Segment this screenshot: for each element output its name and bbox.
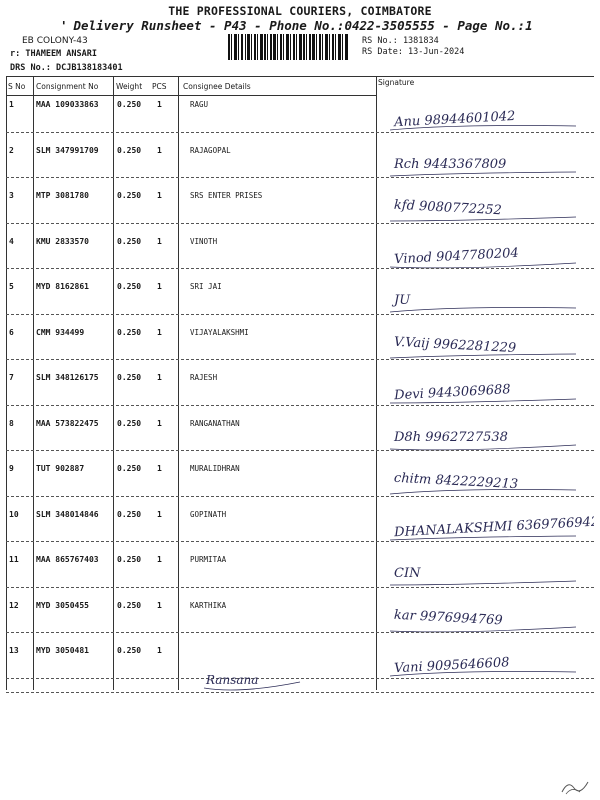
row-sno: 2 bbox=[9, 145, 14, 155]
row-separator bbox=[6, 223, 594, 224]
scribble-mark bbox=[560, 776, 590, 796]
row-pcs: 1 bbox=[157, 373, 162, 382]
row-consignee: PURMITAA bbox=[190, 555, 227, 564]
row-weight: 0.250 bbox=[117, 418, 142, 428]
row-pcs: 1 bbox=[157, 236, 162, 246]
row-weight: 0.250 bbox=[117, 464, 142, 473]
row-separator bbox=[6, 541, 594, 542]
row-consignment-no: SLM 348014846 bbox=[36, 509, 99, 519]
col-divider bbox=[113, 76, 114, 690]
signature-text: chitm 8422229213 bbox=[393, 470, 519, 493]
table-top-rule bbox=[6, 76, 594, 77]
col-header-consignee: Consignee Details bbox=[183, 82, 251, 91]
signature-text: Devi 9443069688 bbox=[393, 382, 511, 404]
row-consignment-no: MYD 8162861 bbox=[36, 282, 89, 291]
row-weight: 0.250 bbox=[117, 327, 142, 337]
col-header-sno: S No bbox=[8, 82, 26, 91]
row-pcs: 1 bbox=[157, 600, 162, 610]
row-weight: 0.250 bbox=[117, 646, 142, 655]
subtitle-text: Delivery Runsheet - P43 - Phone No.:0422-3505555 - Page No.:1 bbox=[73, 18, 533, 33]
signature-text: DHANALAKSHMI 6369766942 bbox=[393, 514, 594, 540]
row-separator bbox=[6, 632, 594, 633]
row-sno: 4 bbox=[9, 236, 14, 246]
signature-text: Vinod 9047780204 bbox=[393, 245, 520, 267]
extra-signature bbox=[200, 664, 310, 692]
row-consignment-no: KMU 2833570 bbox=[36, 236, 89, 246]
table-bottom-rule bbox=[6, 692, 594, 693]
row-sno: 5 bbox=[9, 282, 14, 291]
col-divider bbox=[33, 76, 34, 690]
extra-signature-text: Ransana bbox=[206, 673, 259, 687]
row-consignee: RAJAGOPAL bbox=[190, 145, 231, 155]
signature-text: V.Vaij 9962281229 bbox=[393, 334, 517, 356]
subtitle-mark: ' bbox=[60, 18, 68, 33]
row-pcs: 1 bbox=[157, 100, 162, 109]
row-sno: 11 bbox=[9, 555, 19, 564]
barcode bbox=[228, 34, 348, 60]
signature-text: Anu 98944601042 bbox=[393, 108, 516, 131]
row-weight: 0.250 bbox=[117, 282, 142, 291]
row-separator bbox=[6, 314, 594, 315]
row-consignment-no: MTP 3081780 bbox=[36, 191, 89, 200]
signature-text: CIN bbox=[394, 566, 421, 581]
row-consignment-no: MYD 3050481 bbox=[36, 646, 89, 655]
runsheet-title: THE PROFESSIONAL COURIERS, COIMBATORE bbox=[168, 4, 432, 18]
row-sno: 6 bbox=[9, 327, 14, 337]
row-weight: 0.250 bbox=[117, 100, 142, 109]
row-sno: 13 bbox=[9, 646, 19, 655]
row-sno: 1 bbox=[9, 100, 14, 109]
row-consignee: GOPINATH bbox=[190, 509, 227, 519]
row-weight: 0.250 bbox=[117, 555, 142, 564]
row-sno: 12 bbox=[9, 600, 19, 610]
row-consignment-no: TUT 902887 bbox=[36, 464, 85, 473]
row-sno: 3 bbox=[9, 191, 14, 200]
col-divider bbox=[178, 76, 179, 690]
row-separator bbox=[6, 359, 594, 360]
col-header-weight: Weight bbox=[116, 82, 143, 91]
row-consignee: MURALIDHRAN bbox=[190, 464, 240, 473]
row-pcs: 1 bbox=[157, 418, 162, 428]
row-weight: 0.250 bbox=[117, 509, 142, 519]
row-consignment-no: MAA 865767403 bbox=[36, 555, 99, 564]
row-consignment-no: MYD 3050455 bbox=[36, 600, 89, 610]
row-weight: 0.250 bbox=[117, 600, 142, 610]
col-divider bbox=[6, 76, 7, 690]
delivery-agent: r: THAMEEM ANSARI bbox=[10, 49, 97, 59]
col-header-signature: Signature bbox=[378, 78, 415, 87]
runsheet-subtitle bbox=[60, 18, 533, 33]
row-consignment-no: SLM 348126175 bbox=[36, 373, 99, 382]
row-weight: 0.250 bbox=[117, 191, 142, 200]
row-sno: 9 bbox=[9, 464, 14, 473]
row-consignee: SRI JAI bbox=[190, 282, 222, 291]
area-label: EB COLONY-43 bbox=[22, 36, 88, 46]
row-consignee: VIJAYALAKSHMI bbox=[190, 327, 249, 337]
row-separator bbox=[6, 132, 594, 133]
row-pcs: 1 bbox=[157, 509, 162, 519]
row-pcs: 1 bbox=[157, 327, 162, 337]
row-separator bbox=[6, 587, 594, 588]
row-weight: 0.250 bbox=[117, 236, 142, 246]
row-pcs: 1 bbox=[157, 191, 162, 200]
row-consignment-no: MAA 109033863 bbox=[36, 100, 99, 109]
row-sno: 8 bbox=[9, 418, 14, 428]
signature-text: JU bbox=[394, 293, 411, 308]
row-weight: 0.250 bbox=[117, 145, 142, 155]
row-consignee: KARTHIKA bbox=[190, 600, 227, 610]
row-consignment-no: CMM 934499 bbox=[36, 327, 85, 337]
row-consignee: SRS ENTER PRISES bbox=[190, 191, 263, 200]
signature-text: kfd 9080772252 bbox=[393, 197, 503, 219]
drs-number: DRS No.: DCJB138183401 bbox=[10, 63, 123, 73]
row-weight: 0.250 bbox=[117, 373, 142, 382]
row-pcs: 1 bbox=[157, 646, 162, 655]
row-separator bbox=[6, 268, 594, 269]
signature-text: Rch 9443367809 bbox=[394, 156, 507, 172]
row-consignee: RANGANATHAN bbox=[190, 418, 240, 428]
signature-text: kar 9976994769 bbox=[393, 607, 503, 628]
row-consignee: VINOTH bbox=[190, 236, 218, 246]
header-underline bbox=[6, 95, 376, 96]
row-consignee: RAGU bbox=[190, 100, 209, 109]
row-consignment-no: MAA 573822475 bbox=[36, 418, 99, 428]
row-sno: 10 bbox=[9, 509, 19, 519]
col-header-pcs: PCS bbox=[152, 82, 167, 91]
row-consignee: RAJESH bbox=[190, 373, 218, 382]
row-separator bbox=[6, 177, 594, 178]
row-sno: 7 bbox=[9, 373, 14, 382]
signature-text: D8h 9962727538 bbox=[394, 429, 508, 445]
row-separator bbox=[6, 405, 594, 406]
col-header-consignment: Consignment No bbox=[36, 82, 99, 91]
signature-text: Vani 9095646608 bbox=[393, 655, 510, 677]
row-consignment-no: SLM 347991709 bbox=[36, 145, 99, 155]
row-pcs: 1 bbox=[157, 282, 162, 291]
row-separator bbox=[6, 450, 594, 451]
rs-date: RS Date: 13-Jun-2024 bbox=[362, 47, 465, 57]
row-separator bbox=[6, 496, 594, 497]
row-pcs: 1 bbox=[157, 145, 162, 155]
rs-number: RS No.: 1381834 bbox=[362, 36, 439, 46]
row-pcs: 1 bbox=[157, 555, 162, 564]
row-pcs: 1 bbox=[157, 464, 162, 473]
